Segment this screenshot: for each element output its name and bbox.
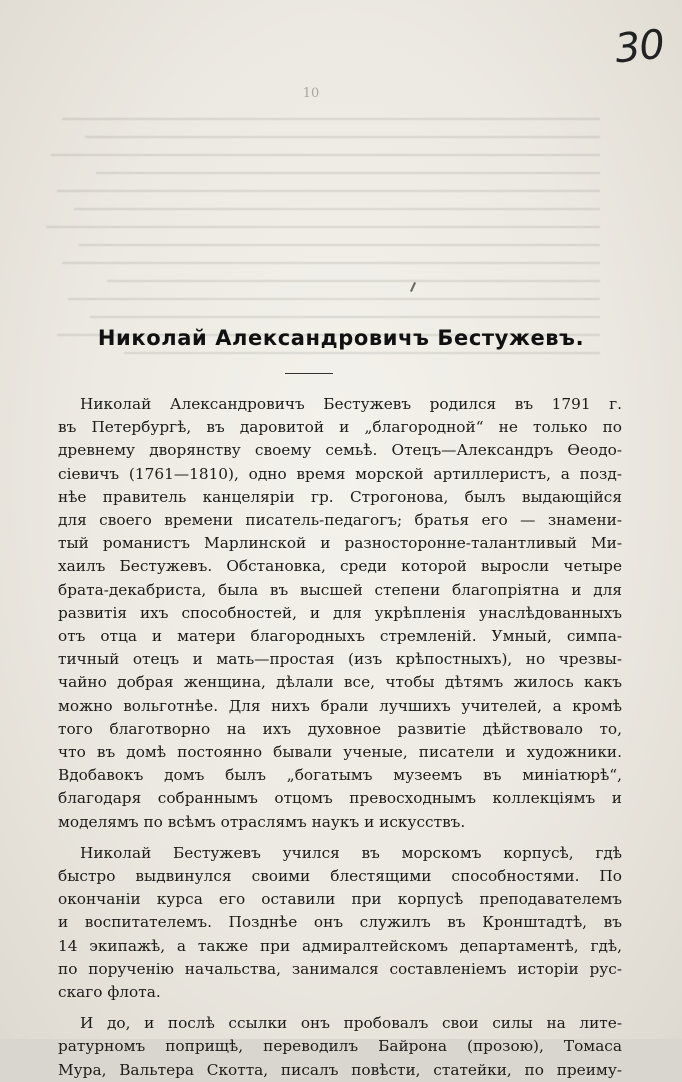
text-line: въ Петербургѣ, въ даровитой и „благородной“ не только по <box>58 418 622 437</box>
text-line: и воспитателемъ. Позднѣе онъ служилъ въ Кронштадтѣ, въ <box>58 913 622 932</box>
text-line: по порученію начальства, занимался составленіемъ исторіи рус- <box>58 959 622 978</box>
text-line: можно вольготнѣе. Для нихъ брали лучшихъ учителей, а кромѣ <box>58 696 622 715</box>
text-line: моделямъ по всѣмъ отраслямъ наукъ и искусствъ. <box>58 812 466 831</box>
paragraph <box>58 1012 622 1082</box>
text-line: сіевичъ (1761—1810), одно время морской артиллеристъ, а позд- <box>58 464 622 483</box>
text-line: И до, и послѣ ссылки онъ пробовалъ свои силы на лите- <box>80 1014 622 1033</box>
text-line: тый романистъ Марлинской и разносторонне-талантливый Ми- <box>58 534 622 553</box>
text-line: для своего времени писатель-педагогъ; братья его — знамени- <box>58 511 622 530</box>
text-line: Вдобавокъ домъ былъ „богатымъ музеемъ въ миніатюрѣ“, <box>58 766 622 785</box>
text-line: чайно добрая женщина, дѣлали все, чтобы дѣтямъ жилось какъ <box>58 673 622 692</box>
paragraph <box>58 393 622 834</box>
text-line: окончаніи курса его оставили при корпусѣ преподавателемъ <box>58 890 622 909</box>
text-line: что въ домѣ постоянно бывали ученые, писатели и художники. <box>58 743 622 762</box>
text-line: 14 экипажѣ, а также при адмиралтейскомъ департаментѣ, гдѣ, <box>58 936 622 955</box>
text-line: быстро выдвинулся своими блестящими способностями. По <box>58 867 622 886</box>
text-line: скаго флота. <box>58 983 161 1002</box>
text-line: тичный отецъ и мать—простая (изъ крѣпостныхъ), но чрезвы- <box>58 650 622 669</box>
text-line: того благотворно на ихъ духовное развитіе дѣйствовало то, <box>58 719 622 738</box>
text-line: хаилъ Бестужевъ. Обстановка, среди которой выросли четыре <box>58 557 622 576</box>
body-text <box>58 393 622 1082</box>
text-line: Мура, Вальтера Скотта, писалъ повѣсти, статейки, по преиму- <box>58 1060 622 1079</box>
text-line: благодаря собраннымъ отцомъ превосходнымъ коллекціямъ и <box>58 789 622 808</box>
text-line: ратурномъ поприщѣ, переводилъ Байрона (прозою), Томаса <box>58 1037 622 1056</box>
paragraph <box>58 842 622 1004</box>
text-line: нѣе правитель канцеляріи гр. Строгонова, былъ выдающійся <box>58 487 622 506</box>
page-title: Николай Александровичъ Бестужевъ. <box>97 326 585 350</box>
text-line: Николай Александровичъ Бестужевъ родился въ 1791 г. <box>80 395 622 413</box>
text-line: развитія ихъ способностей, и для укрѣпленія унаслѣдованныхъ <box>58 603 622 622</box>
title-divider <box>285 373 333 374</box>
faint-page-number: 10 <box>302 86 320 101</box>
handwritten-folio-number: 30 <box>612 21 667 73</box>
text-line: брата-декабриста, была въ высшей степени благопріятна и для <box>58 580 622 599</box>
text-line: отъ отца и матери благородныхъ стремленій. Умный, симпа- <box>58 627 622 646</box>
text-line: Николай Бестужевъ учился въ морскомъ корпусѣ, гдѣ <box>80 843 622 862</box>
text-line: древнему дворянству своему семьѣ. Отецъ—Александръ Ѳеодо- <box>58 441 622 460</box>
